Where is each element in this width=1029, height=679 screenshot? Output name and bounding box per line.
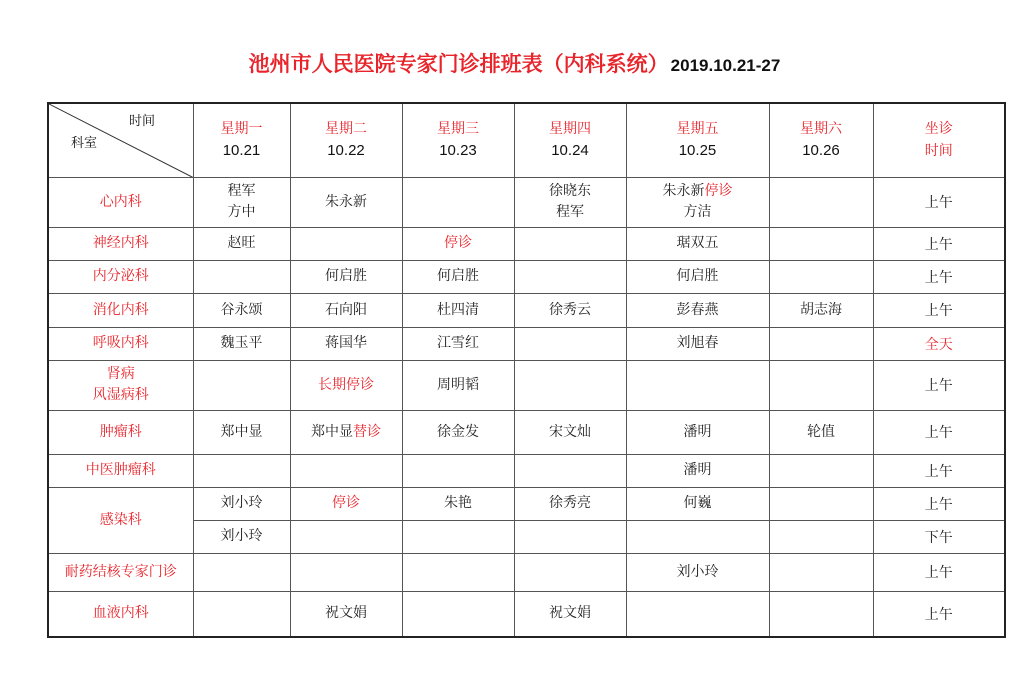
- schedule-cell: 郑中显: [193, 410, 290, 454]
- session-header-line2: 时间: [924, 143, 953, 160]
- schedule-cell: 刘小玲: [193, 487, 290, 520]
- schedule-cell: 蒋国华: [290, 327, 402, 360]
- schedule-cell: 何启胜: [402, 260, 514, 293]
- schedule-cell: [402, 454, 514, 487]
- schedule-cell: [193, 591, 290, 637]
- table-row: [48, 260, 1005, 293]
- session-time: 全天: [873, 327, 1005, 360]
- schedule-cell: [402, 177, 514, 227]
- schedule-cell: [193, 260, 290, 293]
- schedule-cell: 石向阳: [290, 293, 402, 327]
- schedule-cell: 刘旭春: [626, 327, 769, 360]
- day-date: 10.24: [551, 142, 589, 160]
- day-header-fri: [626, 103, 769, 177]
- session-header-line1: 坐诊: [924, 121, 953, 138]
- session-time: 上午: [873, 487, 1005, 520]
- schedule-cell: [290, 454, 402, 487]
- schedule-cell: [769, 227, 873, 260]
- schedule-cell: [290, 553, 402, 591]
- schedule-cell: 祝文娟: [514, 591, 626, 637]
- schedule-cell: [769, 177, 873, 227]
- header-row: [48, 103, 1005, 177]
- schedule-cell: 祝文娟: [290, 591, 402, 637]
- session-time-header: [873, 103, 1005, 177]
- doctor-name: 徐晓东: [549, 183, 591, 199]
- day-date: 10.22: [327, 142, 365, 160]
- session-time: 上午: [873, 553, 1005, 591]
- schedule-cell: 宋文灿: [514, 410, 626, 454]
- day-header-wed: [402, 103, 514, 177]
- day-date: 10.26: [802, 142, 840, 160]
- schedule-cell: [402, 553, 514, 591]
- day-name: 星期一: [220, 121, 263, 138]
- schedule-cell: [193, 553, 290, 591]
- title-main: 池州市人民医院专家门诊排班表（内科系统）: [248, 52, 669, 76]
- dept-endocrinology: 内分泌科: [48, 260, 193, 293]
- dept-hematology: 血液内科: [48, 591, 193, 637]
- schedule-cell: 朱永新: [290, 177, 402, 227]
- doctor-name: 郑中显: [311, 423, 353, 440]
- day-header-thu: [514, 103, 626, 177]
- table-row: [48, 327, 1005, 360]
- dept-oncology: 肿瘤科: [48, 410, 193, 454]
- schedule-cell: [769, 260, 873, 293]
- schedule-cell: 琚双五: [626, 227, 769, 260]
- schedule-cell: 何启胜: [626, 260, 769, 293]
- corner-header: [48, 103, 193, 177]
- day-name: 星期五: [676, 121, 719, 138]
- dept-name-line1: 肾病: [106, 366, 135, 382]
- day-date: 10.23: [439, 142, 477, 160]
- schedule-cell: [193, 454, 290, 487]
- schedule-cell: [626, 520, 769, 553]
- schedule-cell: [626, 177, 769, 227]
- schedule-cell: [769, 327, 873, 360]
- schedule-cell: 徐秀亮: [514, 487, 626, 520]
- substitute-note: 替诊: [353, 423, 381, 440]
- schedule-cell: [626, 591, 769, 637]
- schedule-cell: [514, 553, 626, 591]
- schedule-cell: [402, 591, 514, 637]
- doctor-name: 朱永新: [662, 183, 705, 199]
- schedule-cell: 徐金发: [402, 410, 514, 454]
- table-row: [48, 410, 1005, 454]
- table-row: [48, 177, 1005, 227]
- dept-gastroenterology: 消化内科: [48, 293, 193, 327]
- doctor-name: 程军: [227, 183, 256, 199]
- schedule-cell: 赵旺: [193, 227, 290, 260]
- schedule-cell: [769, 520, 873, 553]
- schedule-cell: [402, 520, 514, 553]
- doctor-name: 方洁: [683, 204, 712, 220]
- table-row: [48, 454, 1005, 487]
- dept-tcm-oncology: 中医肿瘤科: [48, 454, 193, 487]
- schedule-cell: [769, 591, 873, 637]
- dept-neurology: 神经内科: [48, 227, 193, 260]
- schedule-cell: 刘小玲: [193, 520, 290, 553]
- session-time: 上午: [873, 177, 1005, 227]
- schedule-cell: 刘小玲: [626, 553, 769, 591]
- schedule-cell: 潘明: [626, 454, 769, 487]
- suspension-note: 停诊: [402, 227, 514, 260]
- table-row: [48, 360, 1005, 410]
- schedule-cell: 何巍: [626, 487, 769, 520]
- schedule-cell: 周明韬: [402, 360, 514, 410]
- schedule-table: [47, 102, 1006, 638]
- schedule-cell: [514, 454, 626, 487]
- day-name: 星期二: [325, 121, 367, 138]
- schedule-cell: [769, 454, 873, 487]
- dept-respiratory: 呼吸内科: [48, 327, 193, 360]
- session-time: 上午: [873, 410, 1005, 454]
- session-time: 上午: [873, 591, 1005, 637]
- schedule-cell: [514, 260, 626, 293]
- table-row: [48, 591, 1005, 637]
- suspension-note: 停诊: [704, 183, 733, 199]
- corner-dept-label: 科室: [71, 136, 98, 151]
- table-row: [48, 227, 1005, 260]
- schedule-cell: 朱艳: [402, 487, 514, 520]
- dept-cardiology: 心内科: [48, 177, 193, 227]
- schedule-cell: [290, 520, 402, 553]
- schedule-cell: [769, 487, 873, 520]
- table-row: [48, 487, 1005, 520]
- schedule-cell: [514, 327, 626, 360]
- schedule-cell: 江雪红: [402, 327, 514, 360]
- schedule-cell: [514, 227, 626, 260]
- schedule-cell: 轮值: [769, 410, 873, 454]
- day-header-sat: [769, 103, 873, 177]
- schedule-cell: [290, 227, 402, 260]
- schedule-cell: [514, 360, 626, 410]
- schedule-cell: 潘明: [626, 410, 769, 454]
- page-title: [0, 48, 1029, 78]
- schedule-cell: 杜四清: [402, 293, 514, 327]
- schedule-cell: [769, 553, 873, 591]
- day-name: 星期三: [437, 121, 479, 138]
- dept-name-line2: 风湿病科: [92, 387, 149, 403]
- dept-nephrology-rheumatology: [48, 360, 193, 410]
- day-name: 星期四: [549, 121, 591, 138]
- schedule-cell: 魏玉平: [193, 327, 290, 360]
- corner-time-label: 时间: [129, 114, 156, 129]
- day-header-mon: [193, 103, 290, 177]
- schedule-cell: [514, 520, 626, 553]
- schedule-cell: [193, 177, 290, 227]
- schedule-cell: [514, 177, 626, 227]
- day-date: 10.21: [222, 142, 261, 160]
- table-row: [48, 293, 1005, 327]
- session-time: 上午: [873, 227, 1005, 260]
- schedule-cell: [290, 410, 402, 454]
- session-time: 上午: [873, 260, 1005, 293]
- schedule-cell: [193, 360, 290, 410]
- doctor-name: 程军: [556, 204, 584, 220]
- schedule-cell: [769, 360, 873, 410]
- session-time: 上午: [873, 293, 1005, 327]
- session-time: 下午: [873, 520, 1005, 553]
- dept-infectious-disease: 感染科: [48, 487, 193, 553]
- session-time: 上午: [873, 454, 1005, 487]
- suspension-note: 停诊: [290, 487, 402, 520]
- dept-drug-resistant-tb: 耐药结核专家门诊: [48, 553, 193, 591]
- schedule-cell: 何启胜: [290, 260, 402, 293]
- day-date: 10.25: [678, 142, 717, 160]
- doctor-name: 方中: [227, 204, 256, 220]
- title-date-range: 2019.10.21-27: [670, 56, 781, 75]
- table-row: [48, 553, 1005, 591]
- schedule-cell: 胡志海: [769, 293, 873, 327]
- schedule-cell: 彭春燕: [626, 293, 769, 327]
- session-time: 上午: [873, 360, 1005, 410]
- day-name: 星期六: [800, 121, 842, 138]
- day-header-tue: [290, 103, 402, 177]
- suspension-note: 长期停诊: [290, 360, 402, 410]
- schedule-cell: 徐秀云: [514, 293, 626, 327]
- schedule-cell: 谷永颂: [193, 293, 290, 327]
- schedule-cell: [626, 360, 769, 410]
